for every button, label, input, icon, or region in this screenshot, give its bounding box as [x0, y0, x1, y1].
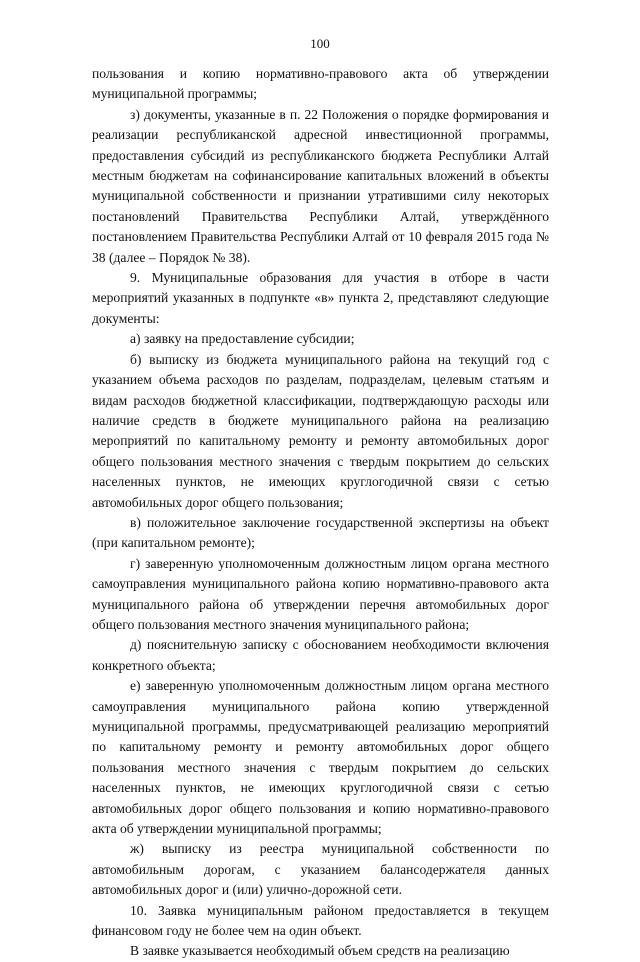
- paragraph-point-10: 10. Заявка муниципальным районом предоставляется в текущем финансовом году не более чем на один объект.: [92, 902, 549, 939]
- document-body: [92, 64, 549, 962]
- paragraph-item-b: б) выписку из бюджета муниципального района на текущий год с указанием объема расходов по разделам, подразделам, целевым статьям и видам расходов бюджетной классификации, подтверждающую расходы или наличие средств в бюджете муниципального района на реализацию мероприятий по капитальному ремонту и ремонту автомобильных дорог общего пользования местного значения с твердым покрытием до сельских населенных пунктов, не имеющих круглогодичной связи с сетью автомобильных дорог общего пользования;: [92, 351, 549, 510]
- page-number: 100: [310, 36, 330, 51]
- paragraph-item-z: з) документы, указанные в п. 22 Положения о порядке формирования и реализации республиканской адресной инвестиционной программы, предоставления субсидий из республиканского бюджета Республики Алтай местным бюджетам на софинансирование капитальных вложений в объекты муниципальной собственности и признании утратившими силу некоторых постановлений Правительства Республики Алтай, утверждённого постановлением Правительства Республики Алтай от 10 февраля 2015 года № 38 (далее – Порядок № 38).: [92, 106, 549, 265]
- paragraph-final: В заявке указывается необходимый объем средств на реализацию: [130, 943, 510, 959]
- paragraph-item-a: а) заявку на предоставление субсидии;: [130, 331, 355, 347]
- paragraph-item-zh: ж) выписку из реестра муниципальной собственности по автомобильным дорогам, с указанием балансодержателя данных автомобильных дорог и (или) улично-дорожной сети.: [92, 841, 549, 898]
- paragraph-item-d: д) пояснительную записку с обоснованием необходимости включения конкретного объекта;: [92, 637, 549, 673]
- paragraph-item-v: в) положительное заключение государственной экспертизы на объект (при капитальном ремонте);: [92, 514, 549, 551]
- paragraph-point-9: 9. Муниципальные образования для участия в отборе в части мероприятий указанных в подпункте «в» пункта 2, представляют следующие документы:: [92, 270, 549, 326]
- paragraph-item-g: г) заверенную уполномоченным должностным лицом органа местного самоуправления муниципального района копию нормативно-правового акта муниципального района об утверждении перечня автомобильных дорог общего пользования местного значения муниципального района;: [92, 555, 549, 632]
- paragraph-continuation: пользования и копию нормативно-правового акта об утверждении муниципальной программы;: [92, 66, 549, 102]
- paragraph-item-e: е) заверенную уполномоченным должностным лицом органа местного самоуправления муниципального района копию утвержденной муниципальной программы, предусматривающей реализацию мероприятий по капитальному ремонту и ремонту автомобильных дорог общего пользования местного значения с твердым покрытием до сельских населенных пунктов, не имеющих круглогодичной связи с сетью автомобильных дорог общего пользования и копию нормативно-правового акта об утверждении муниципальной программы;: [92, 678, 549, 837]
